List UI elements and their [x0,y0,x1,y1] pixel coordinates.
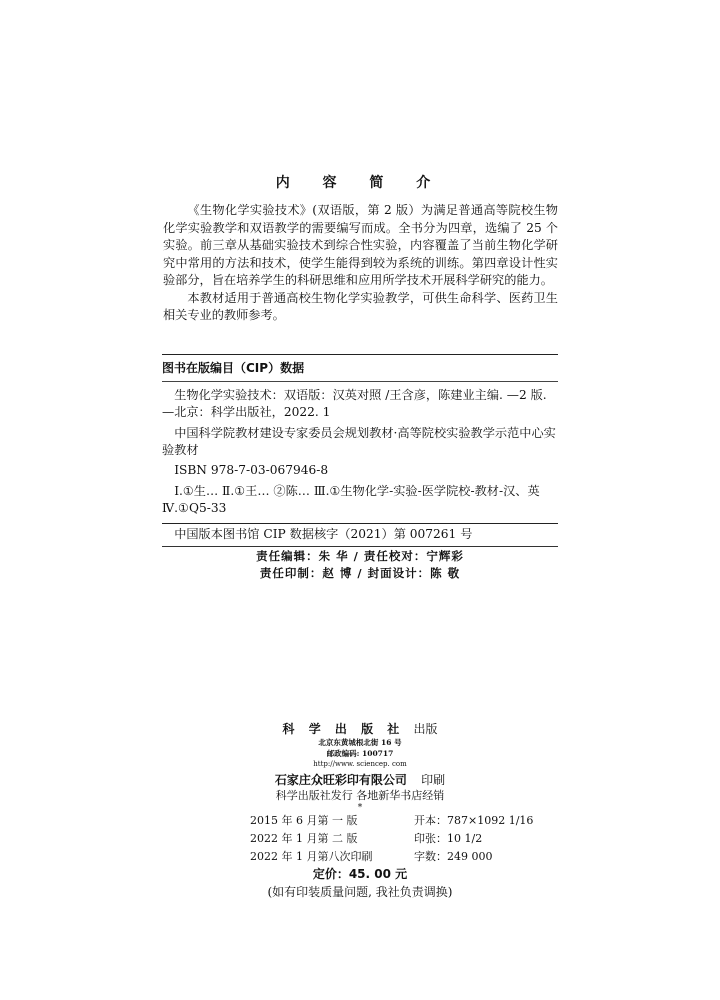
cip-title-line: 生物化学实验技术：双语版：汉英对照 /王含彦，陈建业主编. —2 版. —北京：科学出版社，2022. 1 [162,388,547,419]
publisher-suffix: 出版 [413,722,438,736]
editors-block [0,548,720,582]
publisher-website: http://www. sciencep. com [313,760,407,768]
spec-row [0,812,720,830]
edition-date: 2022 年 1 月第八次印刷 [250,850,373,863]
quality-note: (如有印装质量问题, 我社负责调换) [267,885,453,899]
distribution-line: 科学出版社发行 各地新华书店经销 [275,789,445,802]
price: 定价：45. 00 元 [312,867,408,881]
summary-text [163,202,558,325]
publisher-postcode: 邮政编码: 100717 [326,749,394,758]
publisher-name: 科 学 出 版 社 [282,722,405,736]
publisher-block [0,720,720,813]
editors-line-2: 责任印制：赵 博 / 封面设计：陈 敬 [259,566,461,580]
edition-date: 2015 年 6 月第 一 版 [250,814,358,827]
spec-row [0,830,720,848]
editors-line-1: 责任编辑：朱 华 / 责任校对：宁辉彩 [256,549,464,563]
spec-value: 印张：10 1/2 [414,832,483,845]
edition-specs [0,812,720,866]
summary-paragraph-2: 本教材适用于普通高校生物化学实验教学，可供生命科学、医药卫生相关专业的教师参考。 [163,290,558,322]
cip-classification: Ⅰ.①生… Ⅱ.①王… ②陈… Ⅲ.①生物化学-实验-医学院校-教材-汉、英 Ⅳ.①Q5-33 [162,484,540,515]
spec-value: 开本：787×1092 1/16 [414,814,534,827]
publisher-address: 北京东黄城根北街 16 号 [318,738,402,747]
cip-approval-number: 中国版本图书馆 CIP 数据核字（2021）第 007261 号 [162,526,558,547]
printer-line [0,771,720,788]
printer-name: 石家庄众旺彩印有限公司 [274,773,407,787]
edition-date: 2022 年 1 月第 二 版 [250,832,358,845]
spec-row [0,848,720,866]
publisher-name-line [0,720,720,737]
cip-header: 图书在版编目（CIP）数据 [162,355,558,382]
cip-series: 中国科学院教材建设专家委员会规划教材·高等院校实验教学示范中心实验教材 [162,426,556,457]
cip-isbn: ISBN 978-7-03-067946-8 [174,463,329,477]
printer-suffix: 印刷 [421,773,446,787]
separator-star: * [357,803,363,813]
spec-value: 字数：249 000 [414,850,493,863]
summary-paragraph-1: 《生物化学实验技术》(双语版，第 2 版）为满足普通高等院校生物化学实验教学和双语教学的需要编写而成。全书分为四章，选编了 25 个实验。前三章从基础实验技术到综合性实验，内容覆盖了当前生物化学研究中常用的方法和技术，使学生能得到较为系统的训练。第四章设计性实验部分，旨在培养学生的科研思维和应用所学技术开展科学研究的能力。 [163,203,558,287]
cip-data-box [162,354,558,524]
summary-title: 内 容 简 介 [275,175,445,191]
